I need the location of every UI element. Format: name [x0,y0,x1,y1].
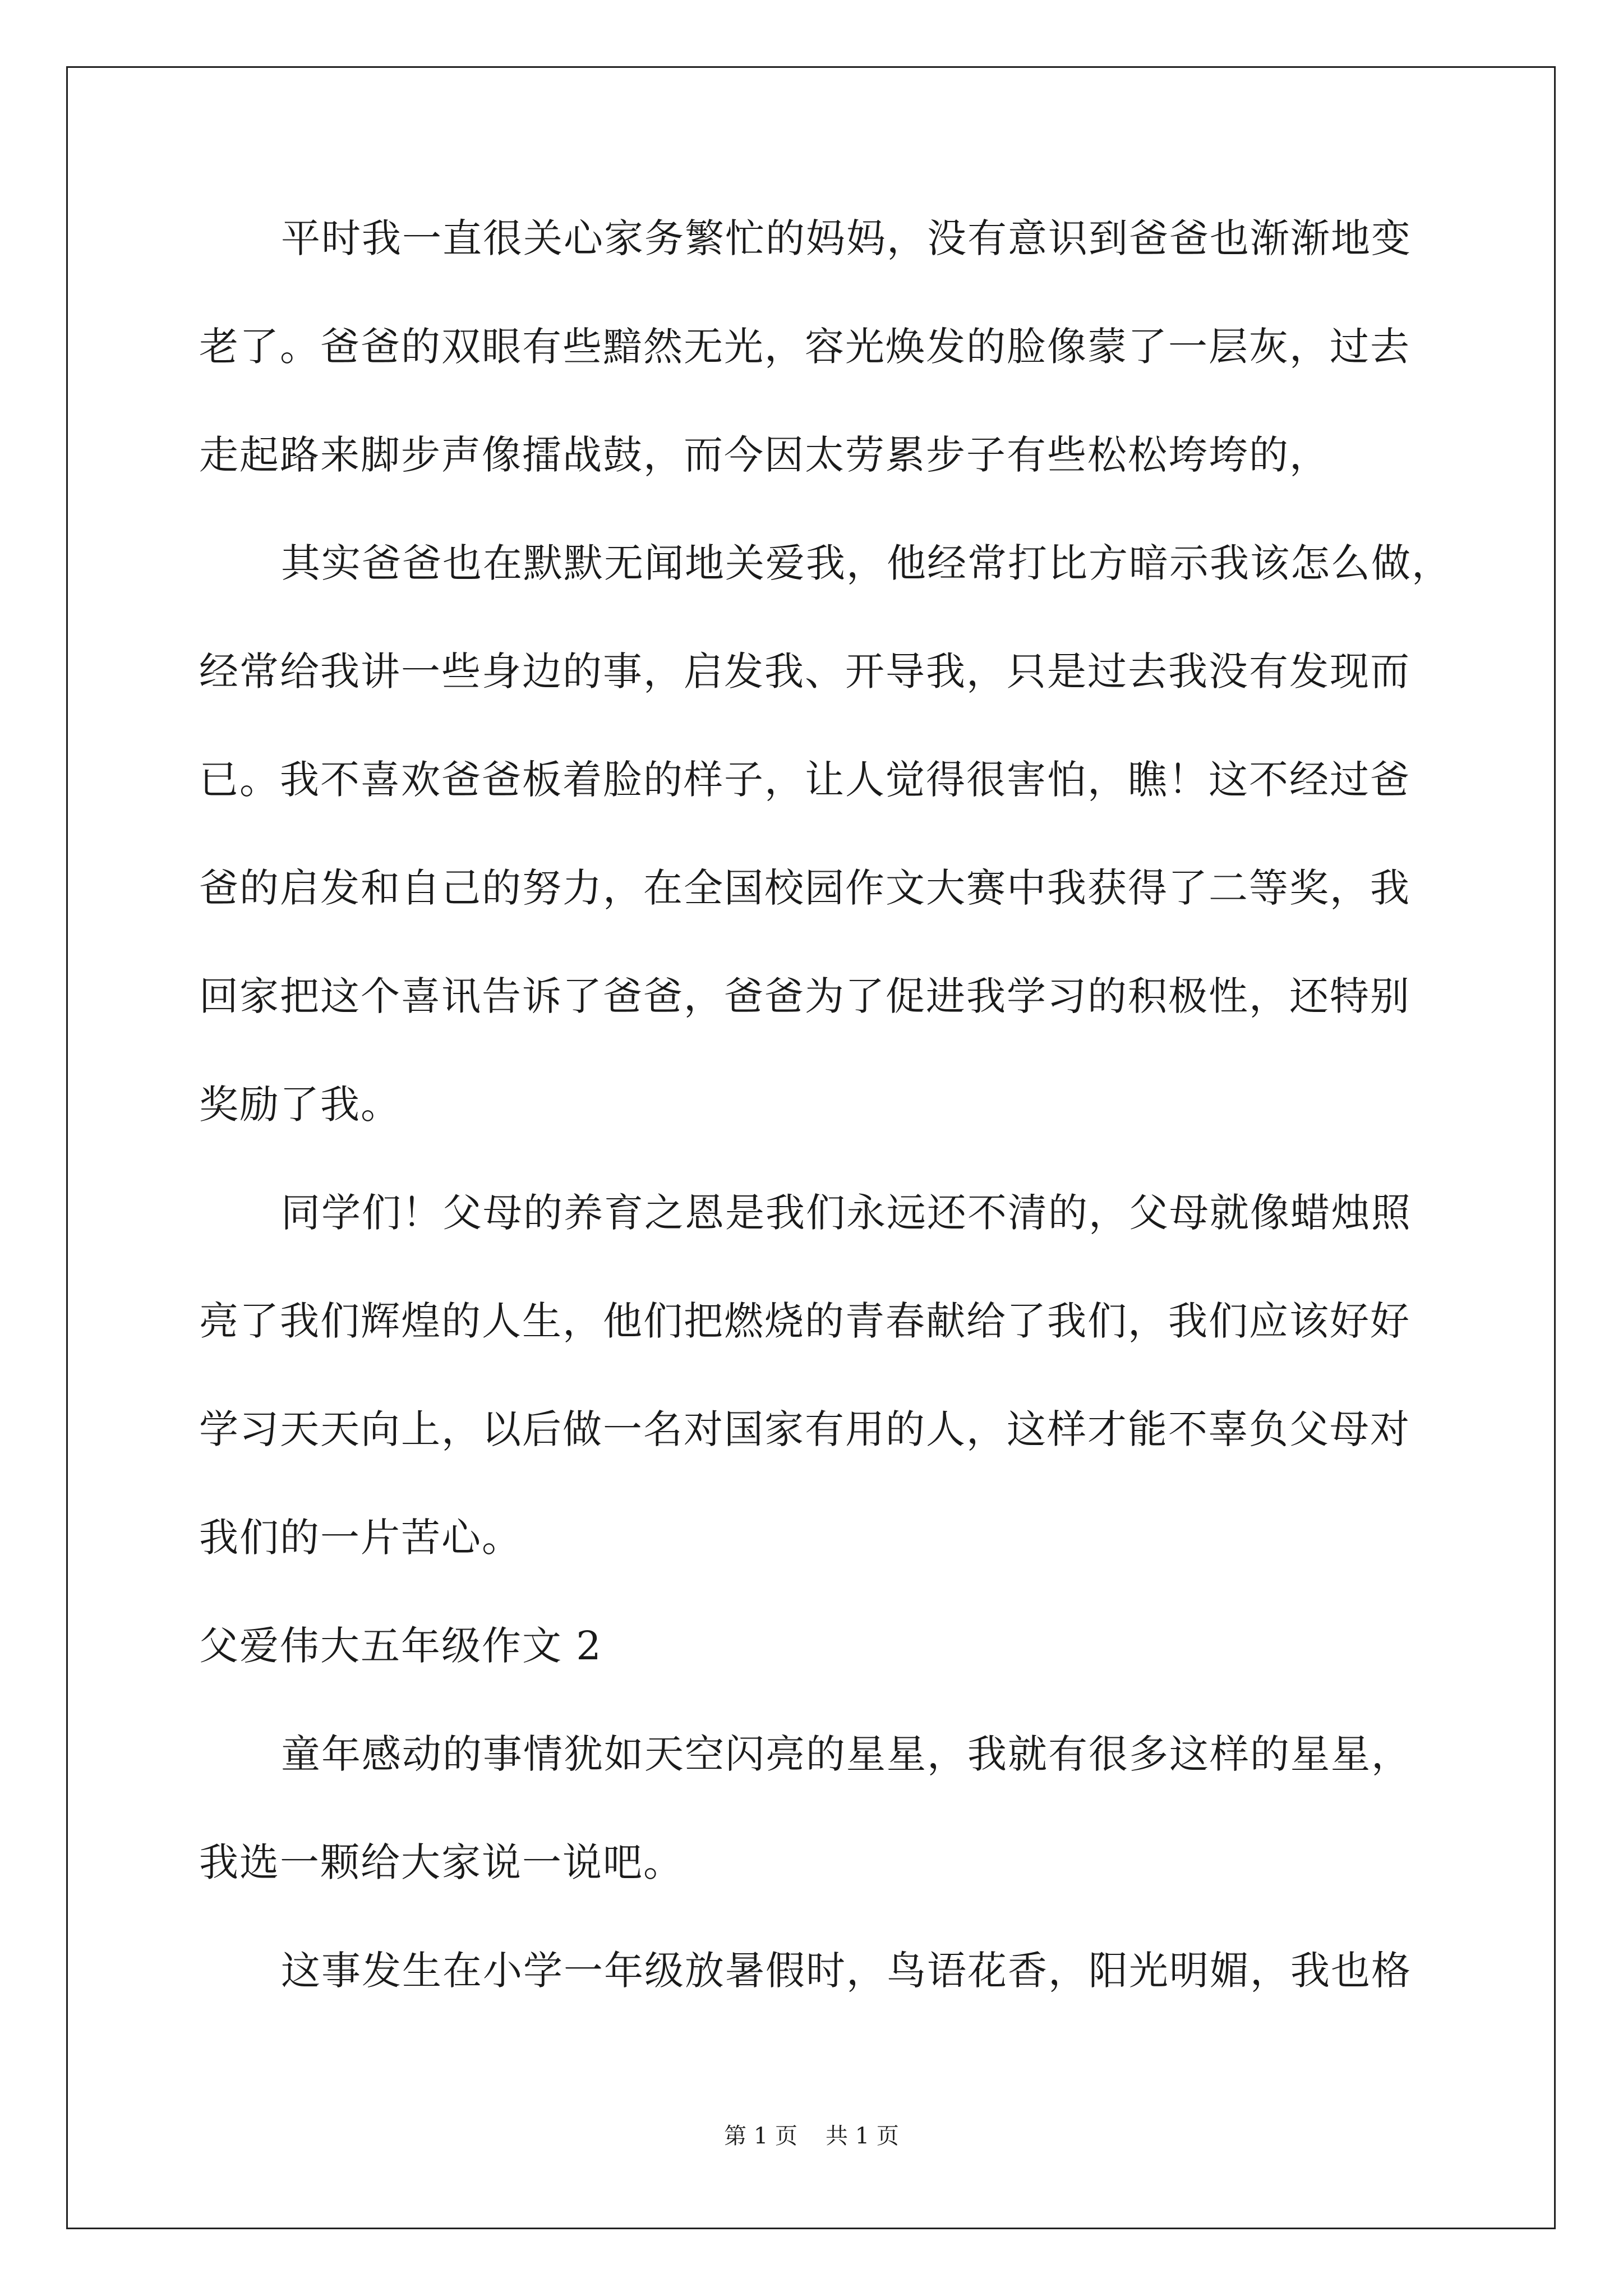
text-line: 回家把这个喜讯告诉了爸爸，爸爸为了促进我学习的积极性，还特别 [199,973,1410,1019]
text-line: 奖励了我。 [199,1082,401,1128]
text-line: 同学们！父母的养育之恩是我们永远还不清的，父母就像蜡烛照 [281,1190,1412,1236]
text-line: 平时我一直很关心家务繁忙的妈妈，没有意识到爸爸也渐渐地变 [281,215,1412,261]
text-line: 学习天天向上，以后做一名对国家有用的人，这样才能不辜负父母对 [199,1406,1410,1452]
document-body [199,215,1452,2059]
page-total: 共 1 页 [826,2123,899,2149]
text-line: 走起路来脚步声像擂战鼓，而今因太劳累步子有些松松垮垮的， [199,432,1330,478]
section-heading: 父爱伟大五年级作文 2 [199,1623,602,1669]
text-line: 我们的一片苦心。 [199,1515,522,1561]
text-line: 经常给我讲一些身边的事，启发我、开导我，只是过去我没有发现而 [199,648,1410,694]
page-number: 第 1 页 [724,2123,797,2149]
page-footer [0,2125,1623,2147]
text-line: 童年感动的事情犹如天空闪亮的星星，我就有很多这样的星星， [281,1731,1412,1777]
text-line: 已。我不喜欢爸爸板着脸的样子，让人觉得很害怕，瞧！这不经过爸 [199,757,1410,803]
text-line: 爸的启发和自己的努力，在全国校园作文大赛中我获得了二等奖，我 [199,865,1410,911]
text-line: 这事发生在小学一年级放暑假时，鸟语花香，阳光明媚，我也格 [281,1948,1412,1994]
text-line: 其实爸爸也在默默无闻地关爱我，他经常打比方暗示我该怎么做， [281,540,1452,586]
text-line: 我选一颗给大家说一说吧。 [199,1839,684,1885]
text-line: 老了。爸爸的双眼有些黯然无光，容光焕发的脸像蒙了一层灰，过去 [199,324,1410,370]
text-line: 亮了我们辉煌的人生，他们把燃烧的青春献给了我们，我们应该好好 [199,1298,1410,1344]
